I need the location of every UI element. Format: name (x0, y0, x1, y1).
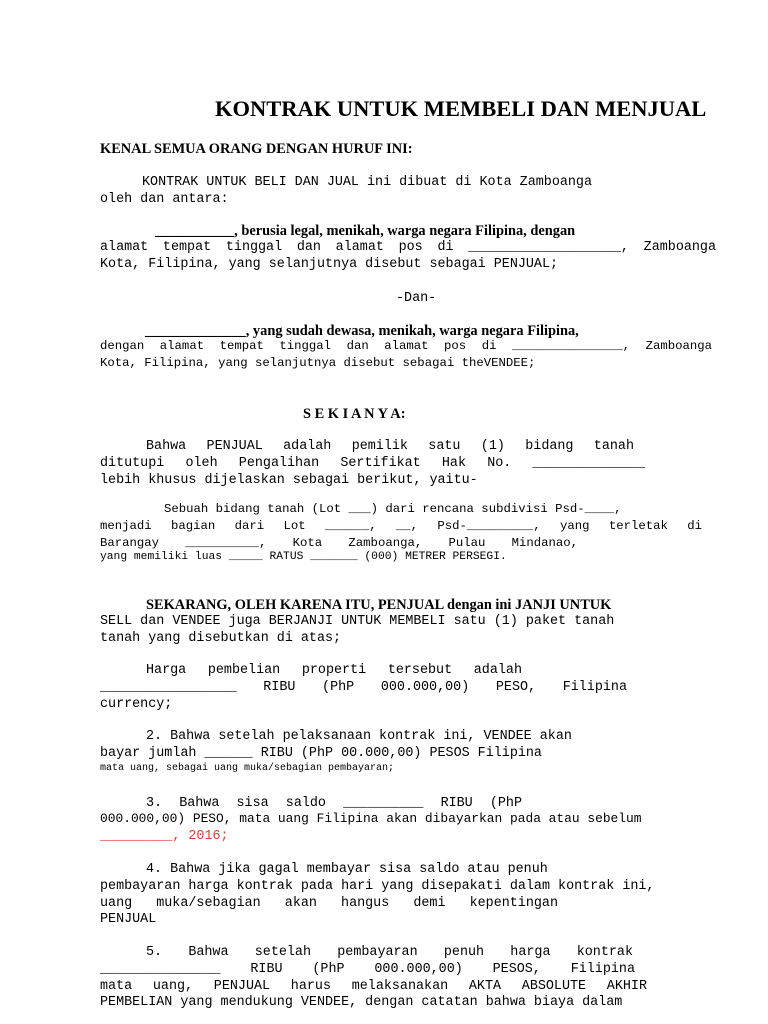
buyer-line: Kota, Filipina, yang selanjutnya disebut sebagai theVENDEE; (100, 356, 536, 370)
buyer-line: dengan alamat tempat tinggal dan alamat pos di _______________, Zamboanga (100, 339, 712, 353)
promise-line: tanah yang disebutkan di atas; (100, 631, 342, 646)
separator: -Dan- (396, 291, 437, 306)
lot-line: menjadi bagian dari Lot ______, __, Psd-_________, yang terletak di (100, 519, 702, 533)
clause-3-line: 000.000,00) PESO, mata uang Filipina akan dibayarkan pada atau sebelum (100, 811, 642, 826)
clause-2-line: mata uang, sebagai uang muka/sebagian pembayaran; (100, 763, 395, 774)
clause-4-line: uang muka/sebagian akan hangus demi kepentingan (100, 896, 558, 911)
seller-line: Kota, Filipina, yang selanjutnya disebut sebagai PENJUAL; (100, 257, 559, 272)
seller-line: ___________, berusia legal, menikah, warga negara Filipina, dengan (155, 223, 576, 239)
seller-line: alamat tempat tinggal dan alamat pos di ___________________, Zamboanga (100, 240, 716, 255)
lot-line: yang memiliki luas _____ RATUS _______ (000) METRER PERSEGI. (100, 551, 507, 563)
lot-line: Barangay __________, Kota Zamboanga, Pulau Mindanao, (100, 536, 578, 550)
ownership-line: Bahwa PENJUAL adalah pemilik satu (1) bidang tanah (146, 439, 634, 454)
clause-3-line-highlight: _________, 2016; (100, 829, 229, 844)
document-title: KONTRAK UNTUK MEMBELI DAN MENJUAL (215, 96, 707, 121)
promise-line: SELL dan VENDEE juga BERJANJI UNTUK MEMBELI satu (1) paket tanah (100, 614, 615, 629)
clause-4-line: PENJUAL (100, 912, 157, 927)
buyer-line: ______________, yang sudah dewasa, menikah, warga negara Filipina, (145, 323, 579, 339)
intro-line: oleh dan antara: (100, 192, 229, 207)
price-line: currency; (100, 697, 173, 712)
clause-2-line: bayar jumlah ______ RIBU (PhP 00.000,00) PESOS Filipina (100, 746, 542, 761)
clause-3-line: 3. Bahwa sisa saldo __________ RIBU (PhP (146, 796, 522, 811)
clause-4-line: 4. Bahwa jika gagal membayar sisa saldo atau penuh (146, 862, 548, 877)
ownership-line: ditutupi oleh Pengalihan Sertifikat Hak No. ______________ (100, 456, 645, 471)
clause-5-line: mata uang, PENJUAL harus melaksanakan AKTA ABSOLUTE AKHIR (100, 979, 647, 994)
clause-5-line: PEMBELIAN yang mendukung VENDEE, dengan catatan bahwa biaya dalam (100, 995, 623, 1010)
clause-4-line: pembayaran harga kontrak pada hari yang disepakati dalam kontrak ini, (100, 879, 655, 894)
promise-line: SEKARANG, OLEH KARENA ITU, PENJUAL dengan ini JANJI UNTUK (146, 597, 612, 613)
clause-5-line: 5. Bahwa setelah pembayaran penuh harga kontrak (146, 945, 633, 960)
price-line: Harga pembelian properti tersebut adalah (146, 663, 522, 678)
ownership-line: lebih khusus dijelaskan sebagai berikut, yaitu- (100, 473, 478, 488)
witnesseth-heading: S E K I A N Y A: (303, 406, 406, 422)
intro-heading: KENAL SEMUA ORANG DENGAN HURUF INI: (100, 141, 413, 157)
clause-5-line: _______________ RIBU (PhP 000.000,00) PESOS, Filipina (100, 962, 635, 977)
price-line: _________________ RIBU (PhP 000.000,00) PESO, Filipina (100, 680, 627, 695)
lot-line: Sebuah bidang tanah (Lot ___) dari rencana subdivisi Psd-____, (164, 502, 622, 516)
clause-2-line: 2. Bahwa setelah pelaksanaan kontrak ini, VENDEE akan (146, 729, 572, 744)
intro-line: KONTRAK UNTUK BELI DAN JUAL ini dibuat di Kota Zamboanga (142, 175, 592, 190)
